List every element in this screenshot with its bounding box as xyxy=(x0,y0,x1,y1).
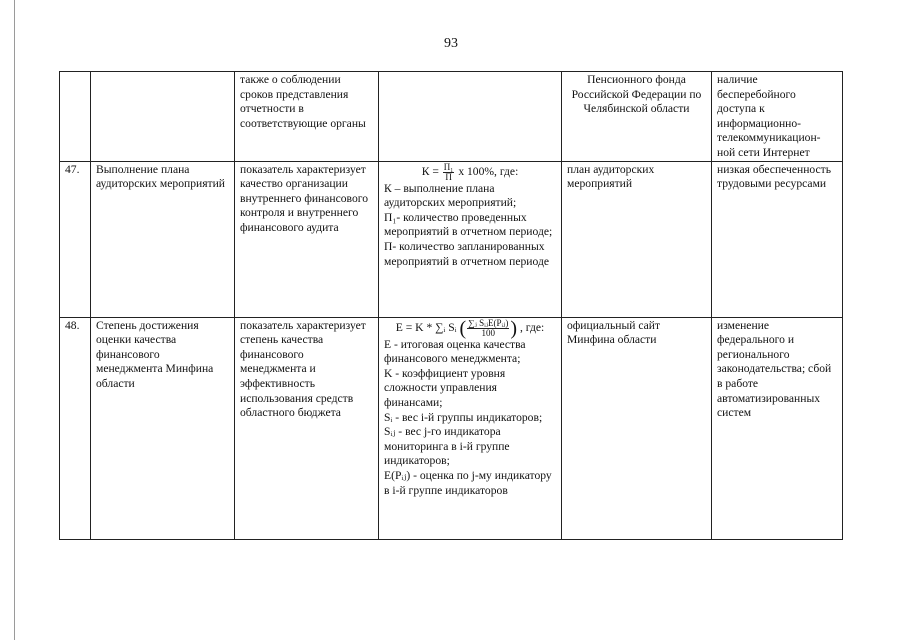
fraction-numerator: ∑ⱼ SᵢⱼE(Pᵢⱼ) xyxy=(468,317,509,328)
fraction-denominator: 100 xyxy=(481,327,496,338)
formula-definition: E - итоговая оценка качества финансового менеджмента; xyxy=(384,337,526,366)
formula-fraction xyxy=(443,163,455,182)
risk-factors: низкая обеспеченность трудовыми ресурсами xyxy=(712,161,843,317)
indicator-description: показатель характеризует качество организации внутреннего финансового контроля и внутреннего финансового аудита xyxy=(235,161,379,317)
formula xyxy=(384,163,556,182)
formula-fraction xyxy=(467,319,509,338)
paren-open: ( xyxy=(459,317,467,340)
fraction-denominator: П xyxy=(445,171,452,182)
formula-cell xyxy=(379,161,562,317)
formula-cell xyxy=(379,317,562,539)
formula-rhs: x 100%, где: xyxy=(458,164,519,178)
data-source: официальный сайт Минфина области xyxy=(562,317,712,539)
formula-definition: П- количество запланированных мероприятий в отчетном периоде xyxy=(384,239,549,268)
data-source: план аудиторских мероприятий xyxy=(562,161,712,317)
table-row-48 xyxy=(60,317,843,539)
cell-number xyxy=(60,72,91,162)
formula-rhs: , где: xyxy=(519,320,545,334)
formula xyxy=(384,319,556,338)
paren-close: ) xyxy=(510,317,518,340)
cell-formula xyxy=(379,72,562,162)
cell-source: Пенсионного фонда Российской Федерации по Челябинской области xyxy=(562,72,712,162)
cell-risk: наличие бесперебойного доступа к информационно-телекоммуникацион-ной сети Интернет xyxy=(712,72,843,162)
table-row-47 xyxy=(60,161,843,317)
indicator-name: Степень достижения оценки качества финансового менеджмента Минфина области xyxy=(91,317,235,539)
formula-definition: Sᵢⱼ - вес j-го индикатора мониторинга в i-й группе индикаторов; xyxy=(384,425,510,468)
formula-definition: К – выполнение плана аудиторских мероприятий; xyxy=(384,181,517,210)
indicators-table xyxy=(59,71,843,540)
cell-name xyxy=(91,72,235,162)
scan-edge-line xyxy=(14,0,15,640)
formula-definition: П₁- количество проведенных мероприятий в отчетном периоде; xyxy=(384,210,553,239)
page-number: 93 xyxy=(444,36,458,51)
row-number: 47. xyxy=(60,161,91,317)
fraction-numerator: П₁ xyxy=(443,161,454,172)
table-row-continuation xyxy=(60,72,843,162)
formula-lhs: E = K * ∑ᵢ Sᵢ xyxy=(395,320,457,334)
cell-indicator: также о соблюдении сроков представления отчетности в соответствующие органы xyxy=(235,72,379,162)
row-number: 48. xyxy=(60,317,91,539)
indicator-description: показатель характеризует степень качества финансового менеджмента и эффективность использования средств областного бюджета xyxy=(235,317,379,539)
risk-factors: изменение федерального и регионального законодательства; сбой в работе автоматизированных систем xyxy=(712,317,843,539)
formula-definition: K - коэффициент уровня сложности управления финансами; xyxy=(384,366,506,409)
indicator-name: Выполнение плана аудиторских мероприятий xyxy=(91,161,235,317)
formula-definition: Sᵢ - вес i-й группы индикаторов; xyxy=(384,410,543,424)
formula-lhs: К = xyxy=(421,164,439,178)
formula-definition: E(Pᵢⱼ) - оценка по j-му индикатору в i-й группе индикаторов xyxy=(384,468,552,497)
